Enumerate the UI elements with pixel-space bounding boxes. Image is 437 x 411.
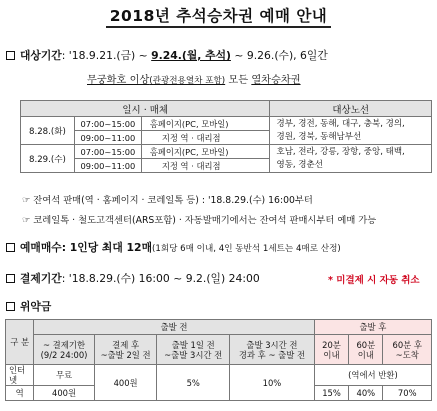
schedule-route bbox=[270, 145, 432, 173]
fee-col-60min bbox=[349, 335, 383, 365]
target-a: 무궁화호 이상 bbox=[87, 75, 150, 86]
period-label: 대상기간 bbox=[20, 49, 62, 62]
route-line: 경부, 경전, 동해, 대구, 충북, 경의, bbox=[276, 119, 405, 129]
fee-col-text: 출발 3시간 전 bbox=[246, 339, 298, 350]
schedule-date: 8.29.(수) bbox=[21, 145, 75, 173]
fee-col-text: ~출발 3시간 전 bbox=[164, 349, 223, 360]
schedule-route bbox=[270, 117, 432, 145]
penalty-label: 위약금 bbox=[20, 300, 52, 313]
fee-col-20min bbox=[314, 335, 348, 365]
schedule-channel: 지정 역 · 대리점 bbox=[141, 159, 270, 173]
period-suffix: ~ 9.26.(수), 6일간 bbox=[230, 49, 328, 62]
fee-cell: 10% bbox=[230, 365, 315, 401]
fee-col-deadline bbox=[34, 335, 95, 365]
fee-col-text: 이내 bbox=[323, 349, 340, 360]
fee-cell: 5% bbox=[157, 365, 230, 401]
fee-col-text: ~도착 bbox=[395, 349, 419, 360]
target-b: (관광전용열차 포함) bbox=[149, 76, 226, 86]
section-period bbox=[6, 48, 328, 63]
fee-cell: 70% bbox=[383, 386, 432, 401]
fee-cell: 400원 bbox=[94, 365, 157, 401]
page-title: 2018년 추석승차권 예매 안내 bbox=[106, 7, 332, 28]
route-line: 호남, 전라, 강릉, 장항, 중앙, 태백, bbox=[276, 147, 405, 157]
pointing-hand-icon: ☞ bbox=[22, 195, 31, 206]
route-line: 경원, 경북, 동해남부선 bbox=[276, 131, 362, 142]
fee-row-label: 인터넷 bbox=[6, 365, 34, 386]
section-payment bbox=[6, 271, 260, 286]
fee-cell: 40% bbox=[349, 386, 383, 401]
fee-cell: 15% bbox=[314, 386, 348, 401]
target-line bbox=[87, 71, 301, 86]
schedule-channel: 홈페이지(PC, 모바일) bbox=[141, 117, 270, 131]
pointing-hand-icon: ☞ bbox=[22, 215, 31, 226]
schedule-time: 09:00~11:00 bbox=[74, 131, 141, 145]
limit-detail: (1회당 6매 이내, 4인 동반석 1세트는 4매로 산정) bbox=[152, 244, 341, 254]
schedule-table bbox=[20, 100, 432, 173]
fee-col-text: ~ 결제기한 bbox=[43, 339, 86, 350]
fee-col-text: 경과 후 ~ 출발 전 bbox=[238, 349, 306, 360]
note-text: 잔여석 판매(역 · 홈페이지 · 코레일톡 등) : '18.8.29.(수) 16:00부터 bbox=[30, 195, 313, 206]
schedule-header-route: 대상노선 bbox=[270, 101, 432, 117]
fee-header-before: 출발 전 bbox=[34, 320, 315, 335]
period-prefix: : '18.9.21.(금) ~ bbox=[61, 49, 152, 62]
checkbox-square-icon bbox=[6, 51, 15, 60]
payment-label: 결제기간 bbox=[20, 272, 62, 285]
fee-row-label: 역 bbox=[6, 386, 34, 401]
fee-col-text: 60분 bbox=[356, 339, 376, 350]
schedule-time: 07:00~15:00 bbox=[74, 145, 141, 159]
section-limit bbox=[6, 240, 341, 255]
fee-col-after-60 bbox=[383, 335, 432, 365]
schedule-channel: 홈페이지(PC, 모바일) bbox=[141, 145, 270, 159]
payment-value: : '18.8.29.(수) 16:00 ~ 9.2.(일) 24:00 bbox=[61, 272, 260, 285]
table-row bbox=[6, 365, 432, 386]
checkbox-square-icon bbox=[6, 274, 15, 283]
fee-col-text: 이내 bbox=[357, 349, 374, 360]
limit-label: 예매매수 bbox=[20, 241, 62, 254]
section-penalty bbox=[6, 299, 51, 314]
schedule-channel: 지정 역 · 대리점 bbox=[141, 131, 270, 145]
penalty-table bbox=[5, 319, 432, 401]
fee-col-text: ~출발 2일 전 bbox=[100, 349, 151, 360]
fee-col-text: 결제 후 bbox=[112, 339, 140, 350]
payment-warning: * 미결제 시 자동 취소 bbox=[328, 275, 420, 286]
fee-header-after: 출발 후 bbox=[314, 320, 431, 335]
fee-col-text: 60분 후 bbox=[392, 339, 422, 350]
schedule-time: 07:00~15:00 bbox=[74, 117, 141, 131]
checkbox-square-icon bbox=[6, 302, 15, 311]
note-1 bbox=[22, 192, 313, 206]
fee-cell: 무료 bbox=[34, 365, 95, 386]
schedule-date: 8.28.(화) bbox=[21, 117, 75, 145]
target-c: 모든 bbox=[225, 75, 252, 86]
period-highlight: 9.24.(월, 추석) bbox=[151, 49, 231, 62]
fee-col-three-hour bbox=[230, 335, 315, 365]
fee-col-text: (9/2 24:00) bbox=[40, 349, 88, 360]
route-line: 영동, 경춘선 bbox=[276, 159, 323, 170]
note-text: 코레일톡 · 철도고객센터(ARS포함) · 자동발매기에서는 잔여석 판매시부터 예매 가능 bbox=[30, 215, 377, 226]
schedule-header-datetime: 일시 · 매체 bbox=[21, 101, 270, 117]
fee-col-one-day bbox=[157, 335, 230, 365]
fee-header-gubun: 구 분 bbox=[6, 320, 34, 365]
limit-value: : 1인당 최대 12매 bbox=[61, 241, 152, 254]
fee-cell: 400원 bbox=[34, 386, 95, 401]
checkbox-square-icon bbox=[6, 243, 15, 252]
schedule-time: 09:00~11:00 bbox=[74, 159, 141, 173]
fee-col-text: 20분 bbox=[322, 339, 341, 350]
table-row bbox=[21, 117, 432, 131]
target-d: 열차승차권 bbox=[251, 75, 301, 86]
fee-cell: (역에서 반환) bbox=[314, 365, 431, 386]
fee-col-text: 출발 1일 전 bbox=[171, 339, 215, 350]
table-row bbox=[21, 145, 432, 159]
note-2 bbox=[22, 212, 376, 226]
fee-col-after-pay bbox=[94, 335, 157, 365]
title-wrap bbox=[0, 6, 437, 28]
